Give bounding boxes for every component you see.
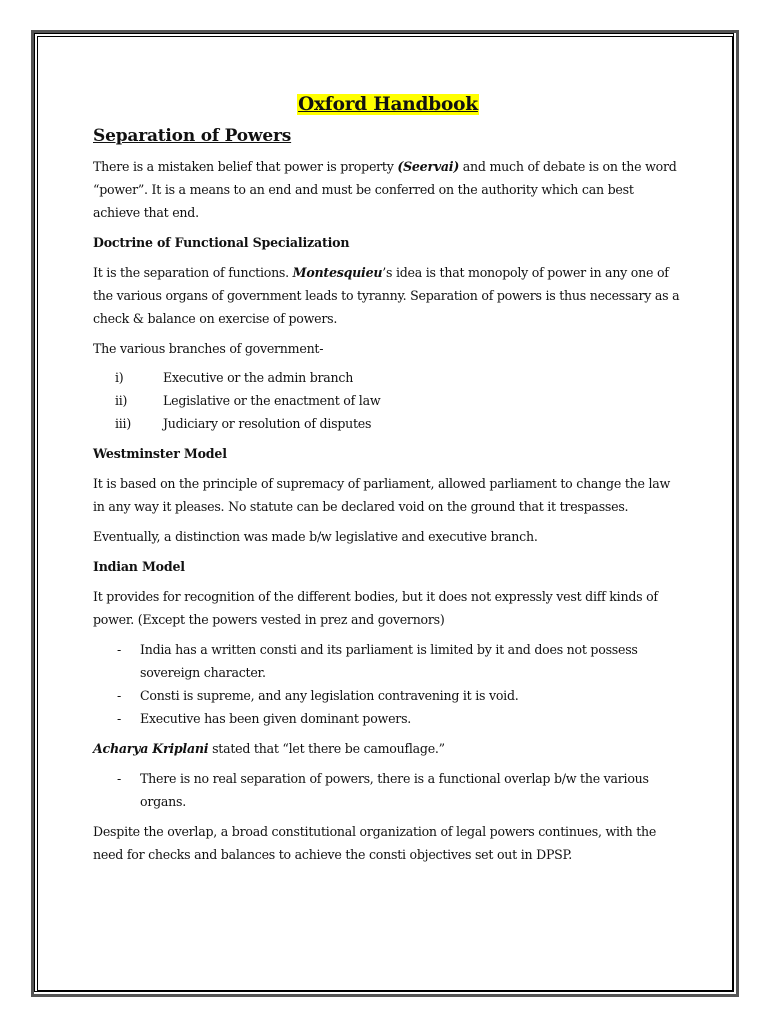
intro-emphasis-seervai: (Seervai) bbox=[397, 159, 460, 174]
list-item bbox=[93, 638, 683, 684]
functional-paragraph bbox=[93, 261, 683, 330]
document-title bbox=[93, 92, 683, 118]
list-number: iii) bbox=[115, 416, 131, 431]
intro-paragraph bbox=[93, 155, 683, 224]
intro-text-after: and much of debate is on the word “power”. It is a means to an end and must be conferred on the authority which can best achieve that end. bbox=[93, 159, 677, 220]
indian-paragraph: It provides for recognition of the different bodies, but it does not expressly vest diff kinds of power. (Except the powers vested in prez and governors) bbox=[93, 589, 658, 627]
dash-bullet-icon: - bbox=[117, 711, 122, 726]
dash-bullet-icon: - bbox=[117, 771, 122, 786]
westminster-paragraph-2: Eventually, a distinction was made b/w legislative and executive branch. bbox=[93, 529, 538, 544]
list-item bbox=[93, 412, 683, 435]
list-text: There is no real separation of powers, there is a functional overlap b/w the various organs. bbox=[140, 771, 649, 809]
list-item bbox=[93, 684, 683, 707]
functional-emphasis-montesquieu: Montesquieu bbox=[292, 265, 383, 280]
westminster-paragraph-1: It is based on the principle of supremacy of parliament, allowed parliament to change the law in any way it pleases. No statute can be declared void on the ground that it trespasses. bbox=[93, 476, 671, 514]
indian-bullet-list bbox=[93, 638, 683, 730]
list-text: India has a written consti and its parliament is limited by it and does not possess sovereign character. bbox=[140, 642, 638, 680]
functional-text-after: ’s idea is that monopoly of power in any one of the various organs of government leads to tyranny. Separation of powers is thus necessary as a check & balance on exercise of powers. bbox=[93, 265, 680, 326]
subheading-indian-model: Indian Model bbox=[93, 559, 185, 574]
dash-bullet-icon: - bbox=[117, 688, 122, 703]
kriplani-bullet-list bbox=[93, 767, 683, 813]
subheading-functional-specialization: Doctrine of Functional Specialization bbox=[93, 235, 350, 250]
functional-text-before: It is the separation of functions. bbox=[93, 265, 293, 280]
kriplani-paragraph bbox=[93, 737, 683, 760]
list-text: Consti is supreme, and any legislation contravening it is void. bbox=[140, 688, 519, 703]
document-body bbox=[93, 92, 683, 873]
dash-bullet-icon: - bbox=[117, 642, 122, 657]
list-number: i) bbox=[115, 370, 124, 385]
list-text: Legislative or the enactment of law bbox=[163, 393, 381, 408]
intro-text-before: There is a mistaken belief that power is property bbox=[93, 159, 398, 174]
title-highlight: Oxford Handbook bbox=[298, 94, 478, 115]
list-text: Executive or the admin branch bbox=[163, 370, 354, 385]
list-text: Executive has been given dominant powers. bbox=[140, 711, 412, 726]
conclusion-paragraph: Despite the overlap, a broad constitutional organization of legal powers continues, with the need for checks and balances to achieve the consti objectives set out in DPSP. bbox=[93, 824, 657, 862]
list-item bbox=[93, 389, 683, 412]
list-item bbox=[93, 366, 683, 389]
list-item bbox=[93, 707, 683, 730]
list-number: ii) bbox=[115, 393, 128, 408]
branches-intro: The various branches of government- bbox=[93, 341, 324, 356]
branches-list bbox=[93, 366, 683, 435]
list-text: Judiciary or resolution of disputes bbox=[163, 416, 372, 431]
kriplani-emphasis: Acharya Kriplani bbox=[93, 741, 209, 756]
kriplani-text-after: stated that “let there be camouflage.” bbox=[208, 741, 445, 756]
list-item bbox=[93, 767, 683, 813]
section-heading-separation-of-powers: Separation of Powers bbox=[93, 126, 292, 146]
subheading-westminster-model: Westminster Model bbox=[93, 446, 227, 461]
